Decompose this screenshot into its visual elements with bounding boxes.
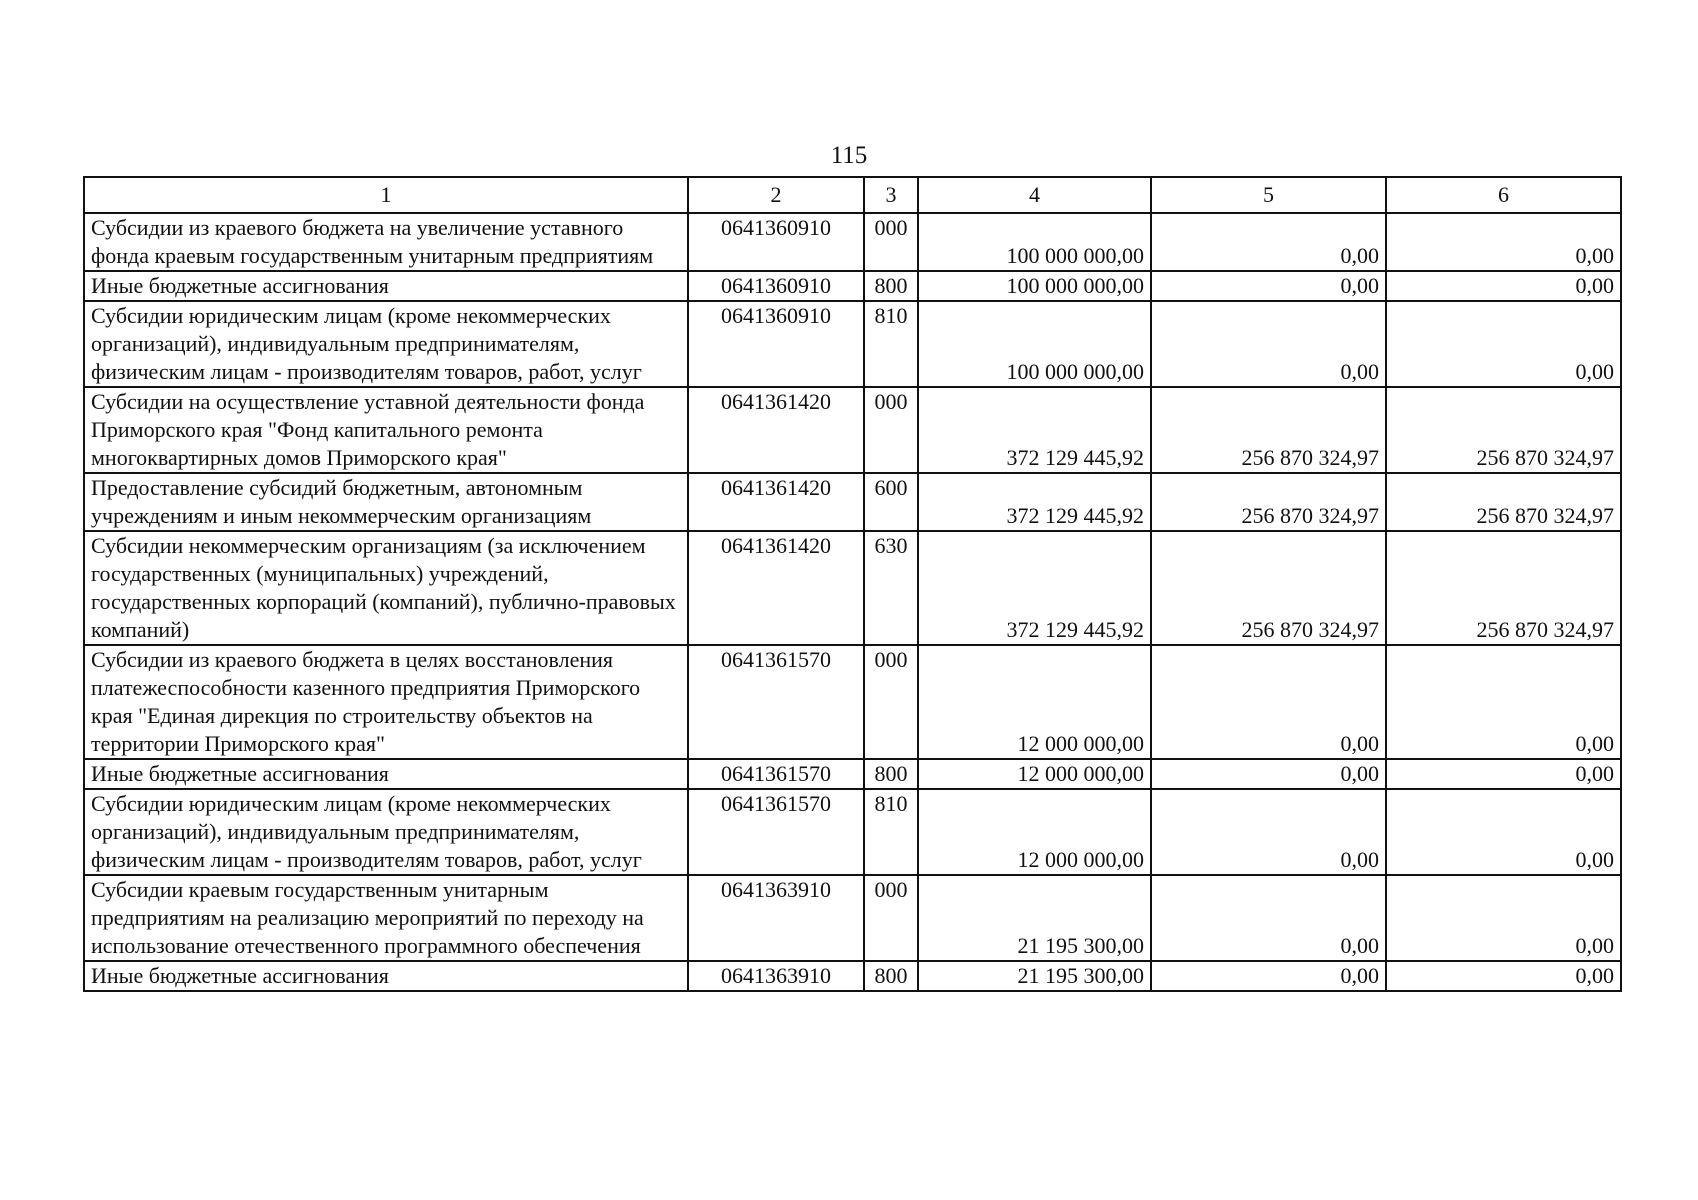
row-name: Субсидии краевым государственным унитарным предприятиям на реализацию мероприятий по переходу на использование отечественного программного обеспечения [84, 875, 688, 961]
amount-col5: 0,00 [1151, 759, 1386, 789]
amount-col4: 372 129 445,92 [918, 387, 1151, 473]
amount-col5: 256 870 324,97 [1151, 387, 1386, 473]
column-header: 5 [1151, 177, 1386, 213]
row-name: Субсидии из краевого бюджета в целях восстановления платежеспособности казенного предприятия Приморского края "Единая дирекция по строительству объектов на территории Приморского края" [84, 645, 688, 759]
target-article-code: 0641361420 [688, 473, 864, 531]
amount-col6: 256 870 324,97 [1386, 473, 1621, 531]
target-article-code: 0641361420 [688, 387, 864, 473]
amount-col6: 0,00 [1386, 961, 1621, 991]
table-row [84, 645, 1621, 759]
expense-type-code: 000 [864, 213, 918, 271]
target-article-code: 0641361420 [688, 531, 864, 645]
amount-col4: 21 195 300,00 [918, 875, 1151, 961]
expense-type-code: 800 [864, 271, 918, 301]
expense-type-code: 000 [864, 387, 918, 473]
amount-col4: 100 000 000,00 [918, 301, 1151, 387]
table-row [84, 473, 1621, 531]
amount-col4: 372 129 445,92 [918, 473, 1151, 531]
column-header: 3 [864, 177, 918, 213]
row-name: Иные бюджетные ассигнования [84, 961, 688, 991]
amount-col5: 256 870 324,97 [1151, 473, 1386, 531]
row-name: Субсидии юридическим лицам (кроме некоммерческих организаций), индивидуальным предпринимателям, физическим лицам - производителям товаров, работ, услуг [84, 789, 688, 875]
amount-col4: 100 000 000,00 [918, 213, 1151, 271]
table-row [84, 531, 1621, 645]
column-header: 4 [918, 177, 1151, 213]
table-row [84, 387, 1621, 473]
amount-col6: 0,00 [1386, 759, 1621, 789]
column-header: 6 [1386, 177, 1621, 213]
amount-col5: 256 870 324,97 [1151, 531, 1386, 645]
target-article-code: 0641360910 [688, 271, 864, 301]
target-article-code: 0641360910 [688, 301, 864, 387]
amount-col4: 12 000 000,00 [918, 759, 1151, 789]
column-header: 2 [688, 177, 864, 213]
budget-table [83, 176, 1622, 992]
target-article-code: 0641363910 [688, 875, 864, 961]
amount-col6: 256 870 324,97 [1386, 531, 1621, 645]
amount-col5: 0,00 [1151, 875, 1386, 961]
row-name: Предоставление субсидий бюджетным, автономным учреждениям и иным некоммерческим организациям [84, 473, 688, 531]
row-name: Иные бюджетные ассигнования [84, 759, 688, 789]
table-row [84, 271, 1621, 301]
amount-col6: 0,00 [1386, 271, 1621, 301]
expense-type-code: 000 [864, 645, 918, 759]
row-name: Иные бюджетные ассигнования [84, 271, 688, 301]
amount-col6: 0,00 [1386, 301, 1621, 387]
target-article-code: 0641361570 [688, 789, 864, 875]
expense-type-code: 810 [864, 789, 918, 875]
amount-col5: 0,00 [1151, 301, 1386, 387]
amount-col5: 0,00 [1151, 961, 1386, 991]
expense-type-code: 800 [864, 961, 918, 991]
target-article-code: 0641360910 [688, 213, 864, 271]
row-name: Субсидии некоммерческим организациям (за исключением государственных (муниципальных) учреждений, государственных корпораций (компаний), публично-правовых компаний) [84, 531, 688, 645]
amount-col5: 0,00 [1151, 271, 1386, 301]
amount-col5: 0,00 [1151, 645, 1386, 759]
amount-col6: 0,00 [1386, 645, 1621, 759]
expense-type-code: 630 [864, 531, 918, 645]
amount-col6: 0,00 [1386, 875, 1621, 961]
header-row [84, 177, 1621, 213]
amount-col4: 100 000 000,00 [918, 271, 1151, 301]
row-name: Субсидии юридическим лицам (кроме некоммерческих организаций), индивидуальным предпринимателям, физическим лицам - производителям товаров, работ, услуг [84, 301, 688, 387]
page-number: 115 [830, 142, 868, 169]
amount-col4: 12 000 000,00 [918, 645, 1151, 759]
amount-col4: 12 000 000,00 [918, 789, 1151, 875]
amount-col6: 0,00 [1386, 213, 1621, 271]
target-article-code: 0641363910 [688, 961, 864, 991]
table-row [84, 961, 1621, 991]
target-article-code: 0641361570 [688, 759, 864, 789]
expense-type-code: 600 [864, 473, 918, 531]
table-row [84, 875, 1621, 961]
expense-type-code: 000 [864, 875, 918, 961]
amount-col4: 21 195 300,00 [918, 961, 1151, 991]
table-row [84, 759, 1621, 789]
expense-type-code: 800 [864, 759, 918, 789]
amount-col6: 0,00 [1386, 789, 1621, 875]
table-row [84, 213, 1621, 271]
row-name: Субсидии из краевого бюджета на увеличение уставного фонда краевым государственным унитарным предприятиям [84, 213, 688, 271]
amount-col5: 0,00 [1151, 213, 1386, 271]
amount-col6: 256 870 324,97 [1386, 387, 1621, 473]
amount-col4: 372 129 445,92 [918, 531, 1151, 645]
target-article-code: 0641361570 [688, 645, 864, 759]
amount-col5: 0,00 [1151, 789, 1386, 875]
row-name: Субсидии на осуществление уставной деятельности фонда Приморского края "Фонд капитального ремонта многоквартирных домов Приморского края" [84, 387, 688, 473]
expense-type-code: 810 [864, 301, 918, 387]
column-header: 1 [84, 177, 688, 213]
table-row [84, 301, 1621, 387]
table-row [84, 789, 1621, 875]
